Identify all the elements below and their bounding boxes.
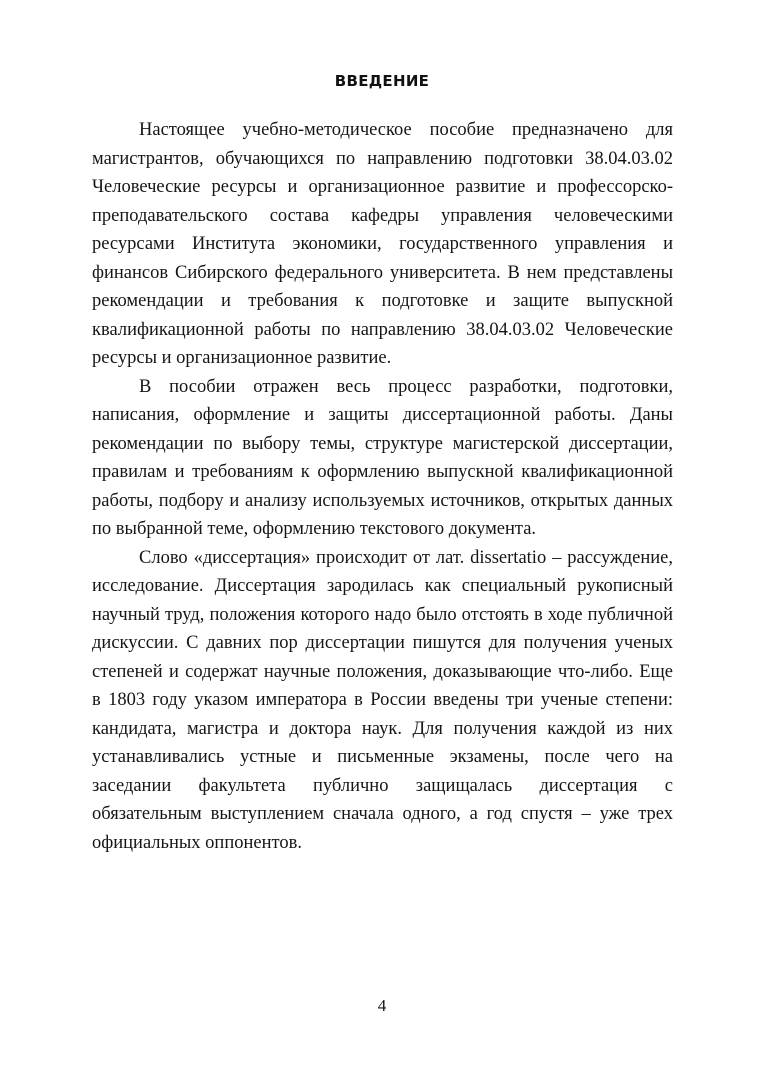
body-text (92, 116, 673, 857)
paragraph-history: Слово «диссертация» происходит от лат. dissertatio – рассуждение, исследование. Диссертация зародилась как специальный рукописный научный труд, положения которого надо было отстоять в ходе публичной дискуссии. С давних пор диссертации пишутся для получения ученых степеней и содержат научные положения, доказывающие что-либо. Еще в 1803 году указом императора в России введены три ученые степени: кандидата, магистра и доктора наук. Для получения каждой из них устанавливались устные и письменные экзамены, после чего на заседании факультета публично защищалась диссертация с обязательным выступлением сначала одного, а год спустя – уже трех официальных оппонентов. (92, 547, 673, 853)
page-number: 4 (377, 996, 387, 1015)
section-heading: ВВЕДЕНИЕ (334, 72, 430, 90)
paragraph-purpose: Настоящее учебно-методическое пособие предназначено для магистрантов, обучающихся по направлению подготовки 38.04.03.02 Человеческие ресурсы и организационное развитие и профессорско-преподавательского состава кафедры управления человеческими ресурсами Института экономики, государственного управления и финансов Сибирского федерального университета. В нем представлены рекомендации и требования к подготовке и защите выпускной квалификационной работы по направлению 38.04.03.02 Человеческие ресурсы и организационное развитие. (92, 120, 673, 368)
paragraph-contents: В пособии отражен весь процесс разработки, подготовки, написания, оформление и защиты диссертационной работы. Даны рекомендации по выбору темы, структуре магистерской диссертации, правилам и требованиям к оформлению выпускной квалификационной работы, подбору и анализу используемых источников, открытых данных по выбранной теме, оформлению текстового документа. (92, 376, 673, 539)
